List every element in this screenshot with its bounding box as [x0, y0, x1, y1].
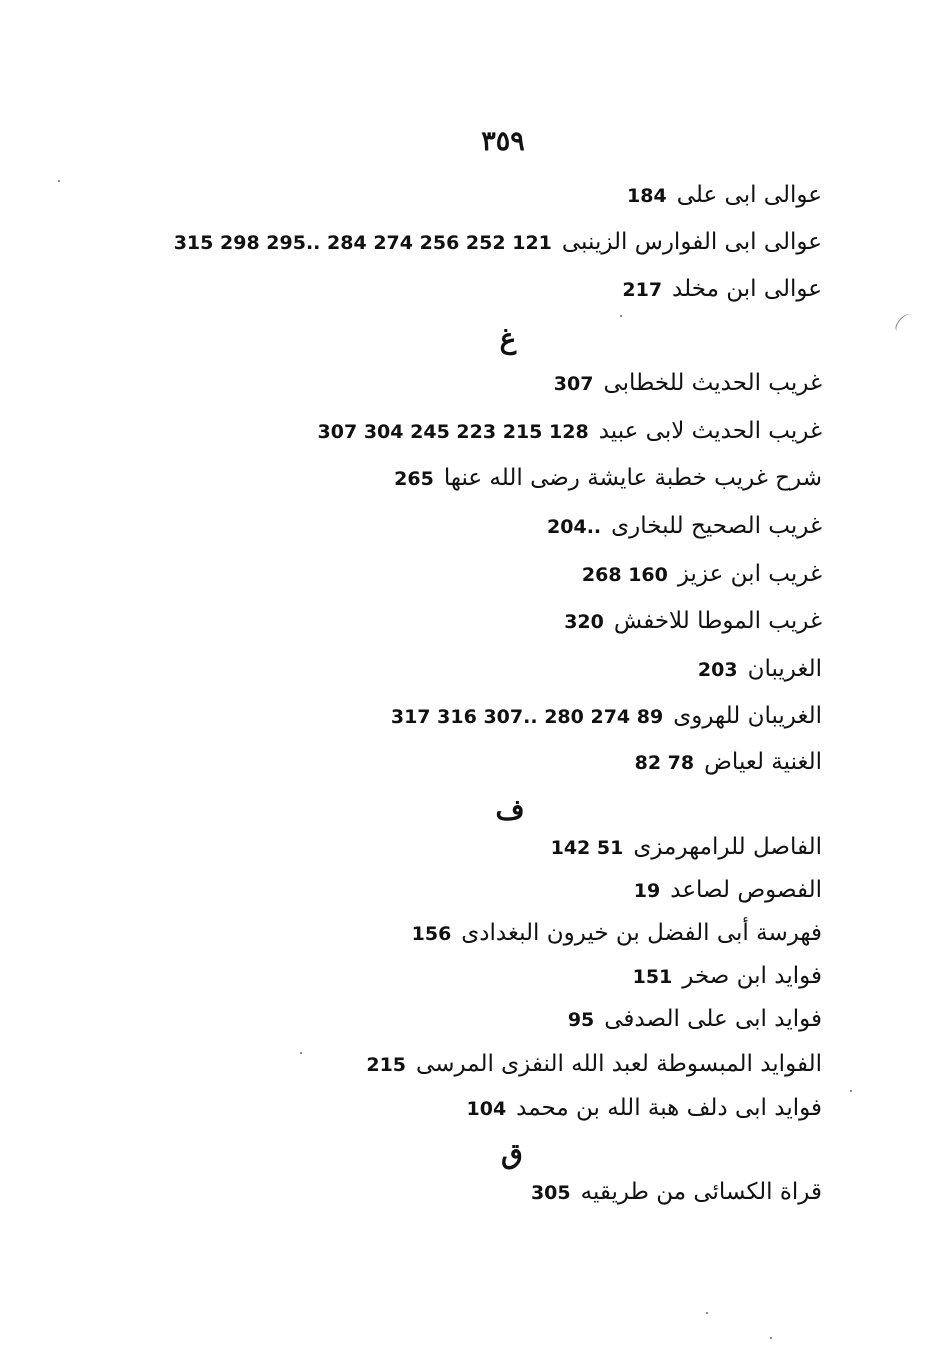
index-entry [554, 368, 822, 399]
index-entry [394, 463, 822, 494]
index-entry [634, 875, 822, 906]
entry-title: الفصوص لصاعد [670, 877, 822, 903]
entry-title: قراة الكسائى من طريقيه [580, 1179, 822, 1205]
index-entry [547, 511, 822, 542]
entry-pages: 305 [530, 1182, 571, 1204]
scan-speck [770, 1337, 772, 1339]
entry-pages: 217 [622, 279, 663, 301]
entry-pages: 307 [553, 373, 594, 395]
entry-title: غريب الموطا للاخفش [613, 608, 822, 634]
entry-pages: 104 [466, 1098, 507, 1120]
scan-speck [58, 180, 60, 182]
index-entry [564, 606, 822, 637]
entry-pages: 203 [697, 659, 738, 681]
entry-pages: 156 [411, 923, 452, 945]
entry-title: فوايد ابن صخر [682, 963, 822, 989]
entry-title: غريب ابن عزيز [677, 561, 822, 587]
scan-speck [620, 315, 622, 317]
entry-title: عوالى ابى على [676, 182, 822, 208]
entry-title: فوايد ابى دلف هبة الله بن محمد [516, 1095, 822, 1121]
index-entry [698, 654, 822, 685]
scan-speck [706, 1312, 708, 1314]
index-entry [551, 832, 822, 863]
entry-pages: 151 [632, 966, 673, 988]
entry-pages: 320 [564, 611, 604, 633]
entry-pages: 51 142 [550, 837, 624, 859]
entry-title: غريب الحديث للخطابى [603, 370, 822, 396]
scan-speck [300, 1052, 302, 1054]
index-entry [635, 747, 822, 778]
entry-title: فهرسة أبى الفضل بن خيرون البغدادى [461, 920, 822, 946]
entry-pages: 78 82 [634, 752, 695, 774]
entry-pages: 215 [366, 1054, 407, 1076]
entry-title: الغنية لعياض [704, 749, 822, 775]
entry-pages: 265 [394, 468, 434, 490]
index-entry [622, 274, 822, 305]
entry-title: غريب الحديث لابى عبيد [598, 418, 822, 444]
entry-title: الفاصل للرامهرمزى [633, 834, 822, 860]
entry-pages: ..204 [547, 516, 602, 538]
index-entry [318, 416, 822, 447]
page-number: ٣٥٩ [481, 126, 525, 157]
index-entry [412, 918, 822, 949]
index-entry [568, 1004, 822, 1035]
index-entry [467, 1093, 823, 1124]
index-entry [633, 961, 822, 992]
entry-title: عوالى ابن مخلد [672, 276, 822, 302]
index-entry [531, 1177, 822, 1208]
index-entry [582, 559, 822, 590]
entry-pages: 89 274 280 ..307 316 317 [390, 706, 664, 728]
entry-title: فوايد ابى على الصدفى [604, 1006, 822, 1032]
margin-pencil-mark [894, 310, 918, 336]
scan-speck [850, 1090, 852, 1092]
entry-pages: 184 [627, 185, 667, 207]
section-letter-qaf: ق [501, 1137, 523, 1170]
entry-title: الغريبان للهروى [673, 703, 822, 729]
section-letter-ghayn: غ [499, 322, 517, 355]
index-entry [391, 701, 822, 732]
entry-title: الفوايد المبسوطة لعبد الله النفزى المرسى [416, 1051, 822, 1077]
section-letter-fa: ف [495, 793, 525, 826]
entry-pages: 121 252 256 274 284 ..295 298 315 [173, 232, 552, 254]
index-entry [366, 1049, 822, 1080]
entry-pages: 95 [567, 1009, 595, 1031]
entry-title: غريب الصحيح للبخارى [611, 513, 822, 539]
entry-title: شرح غريب خطبة عايشة رضى الله عنها [443, 465, 822, 491]
index-entry [174, 227, 822, 258]
entry-pages: 128 215 223 245 304 307 [317, 421, 589, 443]
entry-pages: 19 [633, 880, 661, 902]
index-entry [627, 180, 822, 211]
entry-pages: 160 268 [581, 564, 668, 586]
entry-title: الغريبان [747, 656, 822, 682]
entry-title: عوالى ابى الفوارس الزينبى [561, 229, 822, 255]
